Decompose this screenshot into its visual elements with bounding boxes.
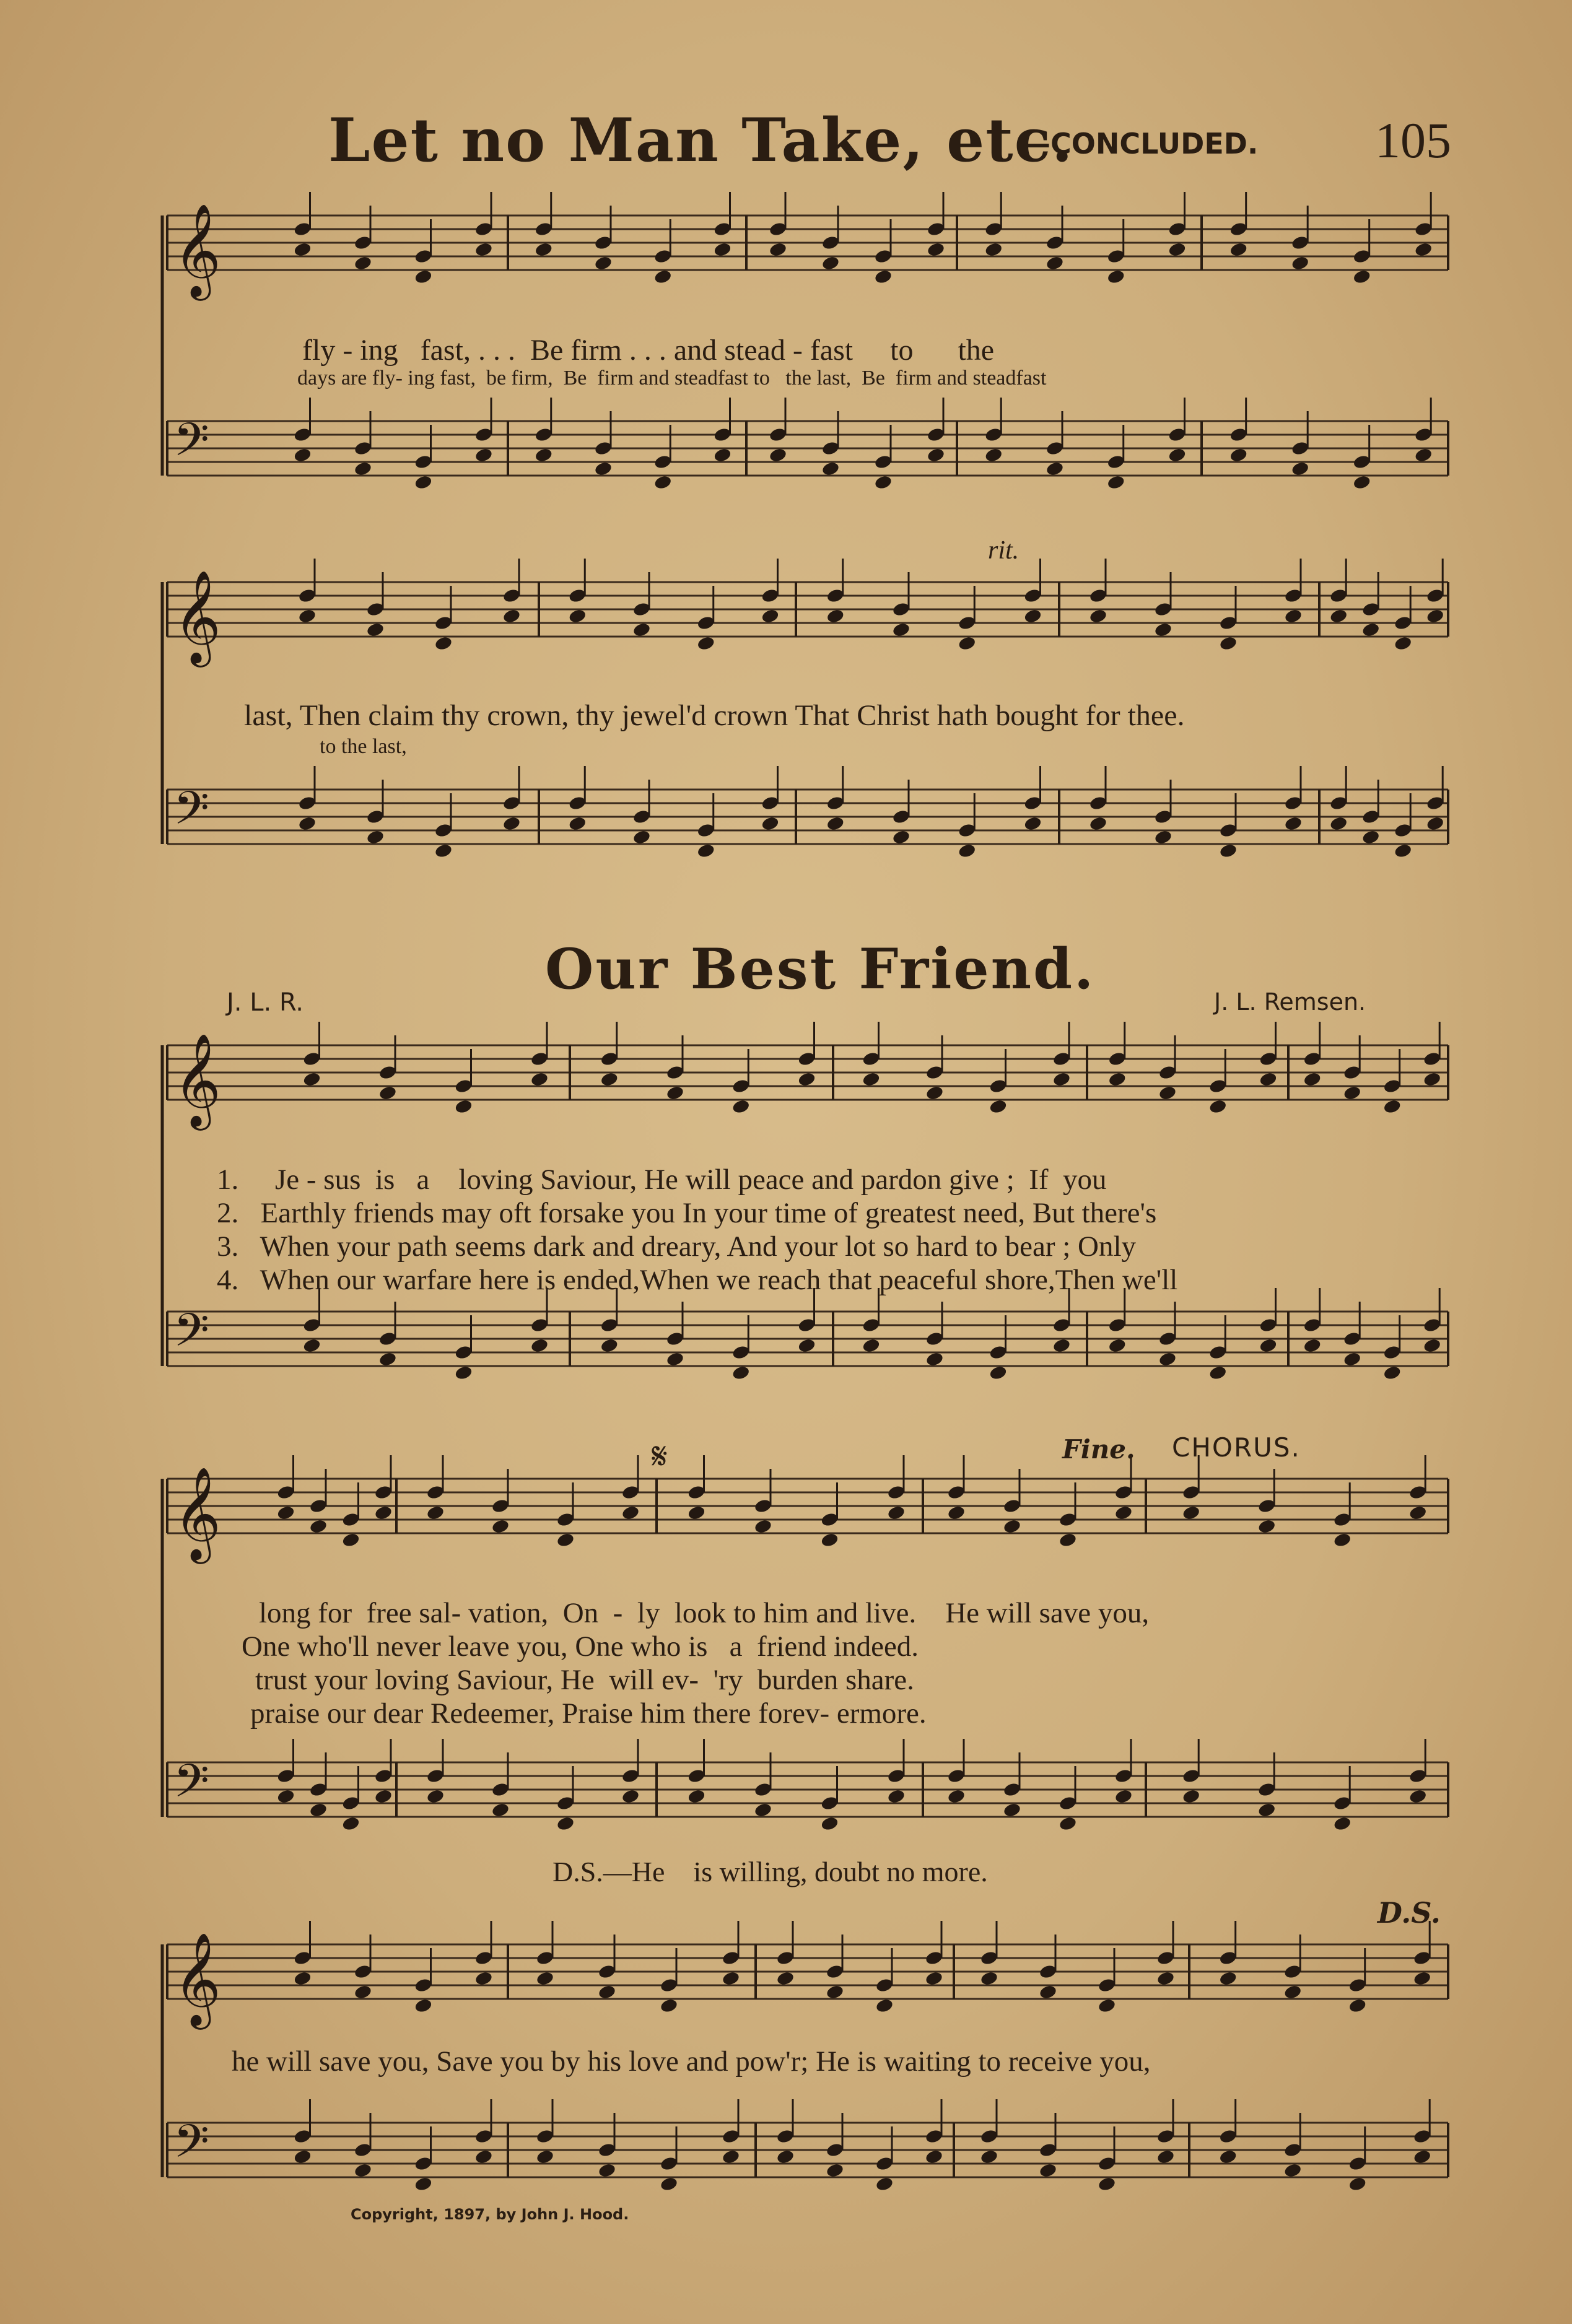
note-head — [1394, 843, 1413, 859]
note-head — [927, 447, 946, 463]
note-head — [298, 608, 317, 624]
staff — [167, 1468, 1448, 1564]
note-head — [536, 2149, 555, 2165]
note-head — [276, 1505, 295, 1521]
note-head — [1023, 608, 1042, 624]
treble-clef: 𝄞 — [173, 1036, 221, 1125]
note-head — [414, 2176, 433, 2192]
bass-clef: 𝄢 — [173, 2117, 209, 2178]
note-head — [826, 816, 845, 832]
verse-line-2b: One who'll never leave you, One who is a friend indeed. — [242, 1630, 919, 1663]
note-head — [1413, 1970, 1432, 1987]
note-head — [1408, 1788, 1428, 1804]
note-head — [958, 635, 977, 651]
verse-line-4a: 4. When our warfare here is ended,When we reach that peaceful shore,Then we'll — [217, 1264, 1178, 1296]
note-head — [1382, 1099, 1402, 1115]
note-head — [366, 622, 385, 638]
note-head — [1257, 1802, 1277, 1818]
note-head — [621, 1788, 640, 1804]
words-by: J. L. R. — [227, 988, 304, 1017]
note-head — [632, 829, 652, 845]
note-head — [434, 635, 453, 651]
note-head — [502, 608, 522, 624]
note-head — [366, 829, 385, 845]
note-head — [1059, 1816, 1078, 1832]
note-head — [1284, 816, 1303, 832]
note-head — [769, 242, 788, 258]
note-head — [1219, 635, 1238, 651]
note-head — [722, 2149, 741, 2165]
note-head — [820, 1816, 839, 1832]
hymn2-title: Our Best Friend. — [545, 936, 1096, 1002]
note-head — [958, 843, 977, 859]
note-head — [874, 474, 893, 490]
note-head — [1361, 829, 1381, 845]
note-head — [426, 1505, 445, 1521]
fine-mark: Fine. — [1062, 1434, 1135, 1464]
note-head — [653, 474, 673, 490]
verse-line-1a: 1. Je - sus is a loving Saviour, He will peace and pardon give ; If you — [217, 1164, 1107, 1196]
bass-clef: 𝄢 — [173, 784, 209, 845]
note-head — [1046, 461, 1065, 477]
note-head — [925, 2149, 944, 2165]
bass-clef: 𝄢 — [173, 1757, 209, 1818]
note-head — [875, 1998, 894, 2014]
note-head — [761, 816, 780, 832]
note-head — [1114, 1505, 1133, 1521]
note-head — [797, 1338, 816, 1354]
note-head — [594, 255, 613, 271]
note-head — [1413, 2149, 1432, 2165]
note-head — [1107, 1338, 1127, 1354]
note-head — [666, 1351, 685, 1367]
note-head — [556, 1532, 575, 1548]
note-head — [1284, 608, 1303, 624]
chorus-lyrics: he will save you, Save you by his love and pow'r; He is waiting to receive you, — [232, 2045, 1151, 2078]
note-head — [1423, 1338, 1442, 1354]
note-head — [1343, 1351, 1362, 1367]
copyright: Copyright, 1897, by John J. Hood. — [351, 2206, 629, 2223]
note-head — [887, 1505, 906, 1521]
note-head — [621, 1505, 640, 1521]
note-head — [302, 1338, 321, 1354]
note-head — [687, 1788, 706, 1804]
note-head — [1208, 1365, 1228, 1381]
note-head — [1219, 843, 1238, 859]
note-head — [354, 1984, 373, 2000]
note-head — [632, 622, 652, 638]
note-head — [1303, 1338, 1322, 1354]
note-head — [502, 816, 522, 832]
note-head — [1052, 1338, 1072, 1354]
note-head — [769, 447, 788, 463]
note-head — [474, 1970, 494, 1987]
note-head — [713, 242, 732, 258]
note-head — [925, 1970, 944, 1987]
note-head — [1089, 816, 1108, 832]
note-head — [374, 1505, 393, 1521]
note-head — [1168, 242, 1187, 258]
note-head — [1208, 1099, 1228, 1115]
note-head — [653, 269, 673, 285]
note-head — [1182, 1505, 1201, 1521]
note-head — [1382, 1365, 1402, 1381]
note-head — [660, 2176, 679, 2192]
note-head — [354, 461, 373, 477]
note-head — [534, 242, 553, 258]
staff — [167, 1757, 1448, 1818]
note-head — [1348, 1998, 1367, 2014]
note-head — [862, 1338, 881, 1354]
note-head — [754, 1802, 773, 1818]
verse-line-1b: long for free sal- vation, On - ly look to him and live. He will save you, — [259, 1597, 1150, 1629]
note-head — [1291, 255, 1310, 271]
note-head — [414, 474, 433, 490]
note-head — [826, 608, 845, 624]
staff — [167, 784, 1448, 845]
verse-line-2a: 2. Earthly friends may oft forsake you In your time of greatest need, But there's — [217, 1197, 1157, 1229]
note-head — [826, 1984, 845, 2000]
music-by: J. L. Remsen. — [1214, 988, 1366, 1016]
note-head — [696, 843, 715, 859]
note-head — [1283, 1984, 1303, 2000]
note-head — [1229, 447, 1248, 463]
note-head — [1218, 2149, 1238, 2165]
note-head — [927, 242, 946, 258]
segno-mark: 𝄋 — [652, 1436, 668, 1477]
note-head — [1154, 829, 1173, 845]
note-head — [594, 461, 613, 477]
note-head — [1106, 269, 1125, 285]
note-head — [820, 1532, 839, 1548]
note-head — [474, 2149, 494, 2165]
note-head — [1257, 1518, 1277, 1534]
treble-clef: 𝄞 — [173, 1935, 221, 2024]
note-head — [1352, 269, 1371, 285]
note-head — [1259, 1338, 1278, 1354]
note-head — [1158, 1085, 1177, 1101]
note-head — [1106, 474, 1125, 490]
verse-line-3a: 3. When your path seems dark and dreary, And your lot so hard to bear ; Only — [217, 1230, 1137, 1263]
note-head — [1303, 1071, 1322, 1087]
note-head — [980, 2149, 999, 2165]
note-head — [1291, 461, 1310, 477]
note-head — [984, 447, 1003, 463]
note-head — [454, 1365, 473, 1381]
note-head — [754, 1518, 773, 1534]
note-head — [731, 1099, 751, 1115]
note-head — [1107, 1071, 1127, 1087]
note-head — [1039, 2162, 1058, 2178]
note-head — [354, 2162, 373, 2178]
note-head — [1182, 1788, 1201, 1804]
note-head — [1394, 635, 1413, 651]
note-head — [925, 1085, 945, 1101]
note-head — [989, 1099, 1008, 1115]
note-head — [1333, 1532, 1352, 1548]
bass-clef: 𝄢 — [173, 416, 209, 477]
note-head — [892, 622, 911, 638]
note-head — [302, 1071, 321, 1087]
note-head — [491, 1518, 510, 1534]
note-head — [374, 1788, 393, 1804]
note-head — [980, 1970, 999, 1987]
note-head — [660, 1998, 679, 2014]
note-head — [1408, 1505, 1428, 1521]
note-head — [687, 1505, 706, 1521]
note-head — [731, 1365, 751, 1381]
note-head — [556, 1816, 575, 1832]
note-head — [530, 1338, 549, 1354]
note-head — [534, 447, 553, 463]
staff — [167, 1306, 1448, 1367]
note-head — [454, 1099, 473, 1115]
hymn1-line2-bass-lyrics: to the last, — [320, 735, 407, 758]
note-head — [1168, 447, 1187, 463]
note-head — [298, 816, 317, 832]
hymn1-title-suffix: —CONCLUDED. — [1022, 127, 1259, 160]
note-head — [761, 608, 780, 624]
note-head — [874, 269, 893, 285]
note-head — [536, 1970, 555, 1987]
note-head — [826, 2162, 845, 2178]
note-head — [821, 461, 841, 477]
note-head — [341, 1816, 360, 1832]
note-head — [776, 1970, 795, 1987]
note-head — [378, 1085, 398, 1101]
note-head — [1052, 1071, 1072, 1087]
ds-line: D.S.—He is willing, doubt no more. — [552, 1856, 988, 1887]
note-head — [1003, 1518, 1022, 1534]
note-head — [568, 608, 587, 624]
note-head — [1098, 2176, 1117, 2192]
note-head — [341, 1532, 360, 1548]
note-head — [293, 447, 312, 463]
note-head — [1039, 1984, 1058, 2000]
note-head — [293, 1970, 312, 1987]
note-head — [1023, 816, 1042, 832]
note-head — [696, 635, 715, 651]
note-head — [1098, 1998, 1117, 2014]
note-head — [309, 1802, 328, 1818]
note-head — [1414, 447, 1433, 463]
note-head — [821, 255, 841, 271]
note-head — [887, 1788, 906, 1804]
note-head — [666, 1085, 685, 1101]
note-head — [474, 242, 494, 258]
note-head — [598, 1984, 617, 2000]
note-head — [1156, 1970, 1176, 1987]
note-head — [293, 2149, 312, 2165]
note-head — [426, 1788, 445, 1804]
note-head — [491, 1802, 510, 1818]
note-head — [293, 242, 312, 258]
note-head — [378, 1351, 398, 1367]
note-head — [925, 1351, 945, 1367]
note-head — [1333, 1816, 1352, 1832]
note-head — [434, 843, 453, 859]
note-head — [598, 2162, 617, 2178]
note-head — [1348, 2176, 1367, 2192]
note-head — [1259, 1071, 1278, 1087]
chorus-label: CHORUS. — [1172, 1432, 1301, 1463]
note-head — [776, 2149, 795, 2165]
note-head — [1114, 1788, 1133, 1804]
hymn1-line1-lyrics: fly - ing fast, . . . Be firm . . . and stead - fast to the — [302, 334, 995, 367]
note-head — [947, 1788, 966, 1804]
note-head — [1283, 2162, 1303, 2178]
note-head — [1352, 474, 1371, 490]
treble-clef: 𝄞 — [173, 1469, 221, 1559]
note-head — [474, 447, 494, 463]
note-head — [1003, 1802, 1022, 1818]
note-head — [797, 1071, 816, 1087]
note-head — [1329, 608, 1348, 624]
note-head — [1229, 242, 1248, 258]
note-head — [713, 447, 732, 463]
note-head — [892, 829, 911, 845]
note-head — [414, 1998, 433, 2014]
note-head — [600, 1071, 619, 1087]
note-head — [1154, 622, 1173, 638]
note-head — [989, 1365, 1008, 1381]
staff — [167, 205, 1448, 301]
note-head — [1414, 242, 1433, 258]
page-number: 105 — [1375, 112, 1451, 168]
note-head — [947, 1505, 966, 1521]
note-head — [354, 255, 373, 271]
note-head — [600, 1338, 619, 1354]
treble-clef: 𝄞 — [173, 573, 221, 662]
note-head — [1426, 816, 1445, 832]
verse-line-3b: trust your loving Saviour, He will ev- 'ry burden share. — [255, 1664, 914, 1696]
verse-line-4b: praise our dear Redeemer, Praise him there forev- ermore. — [250, 1697, 927, 1730]
note-head — [1218, 1970, 1238, 1987]
rit-mark: rit. — [988, 536, 1020, 565]
note-head — [309, 1518, 328, 1534]
note-head — [862, 1071, 881, 1087]
staff — [167, 1934, 1448, 2030]
note-head — [276, 1788, 295, 1804]
note-head — [1046, 255, 1065, 271]
ds-mark: D.S. — [1378, 1896, 1441, 1930]
note-head — [1089, 608, 1108, 624]
bass-clef: 𝄢 — [173, 1306, 209, 1367]
note-head — [1423, 1071, 1442, 1087]
note-head — [984, 242, 1003, 258]
note-head — [1426, 608, 1445, 624]
note-head — [875, 2176, 894, 2192]
treble-clef: 𝄞 — [173, 206, 221, 295]
hymn1-title: Let no Man Take, etc. — [328, 105, 1074, 175]
note-head — [1156, 2149, 1176, 2165]
staff — [167, 572, 1448, 668]
note-head — [1329, 816, 1348, 832]
note-head — [722, 1970, 741, 1987]
note-head — [1059, 1532, 1078, 1548]
hymn1-line1-bass-lyrics: days are fly- ing fast, be firm, Be firm and steadfast to the last, Be firm and steadfast — [297, 367, 1047, 390]
note-head — [414, 269, 433, 285]
note-head — [1158, 1351, 1177, 1367]
note-head — [568, 816, 587, 832]
note-head — [1361, 622, 1381, 638]
note-head — [530, 1071, 549, 1087]
hymn1-line2-lyrics: last, Then claim thy crown, thy jewel'd crown That Christ hath bought for thee. — [244, 699, 1185, 732]
note-head — [1343, 1085, 1362, 1101]
